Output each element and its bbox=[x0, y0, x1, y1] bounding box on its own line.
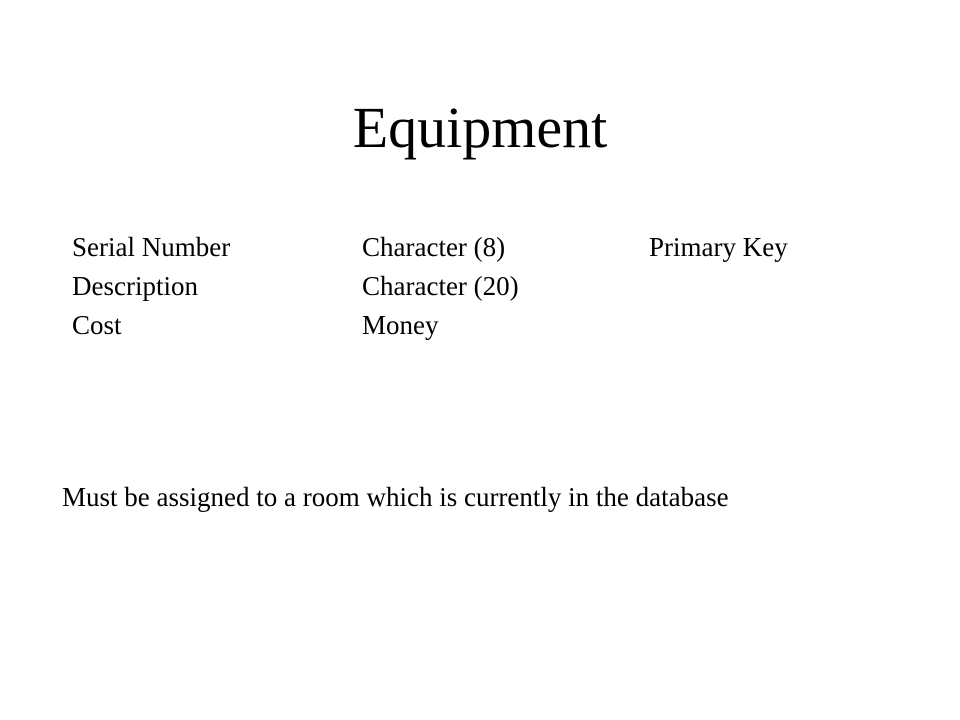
field-name: Cost bbox=[72, 310, 122, 340]
field-type: Money bbox=[362, 310, 439, 340]
field-type: Character (8) bbox=[362, 232, 506, 262]
field-name: Description bbox=[72, 271, 198, 301]
slide-title: Equipment bbox=[352, 95, 608, 160]
field-name: Serial Number bbox=[72, 232, 231, 262]
field-type: Character (20) bbox=[362, 271, 519, 301]
field-key: Primary Key bbox=[649, 232, 788, 262]
constraint-note: Must be assigned to a room which is currently in the database bbox=[62, 482, 729, 512]
